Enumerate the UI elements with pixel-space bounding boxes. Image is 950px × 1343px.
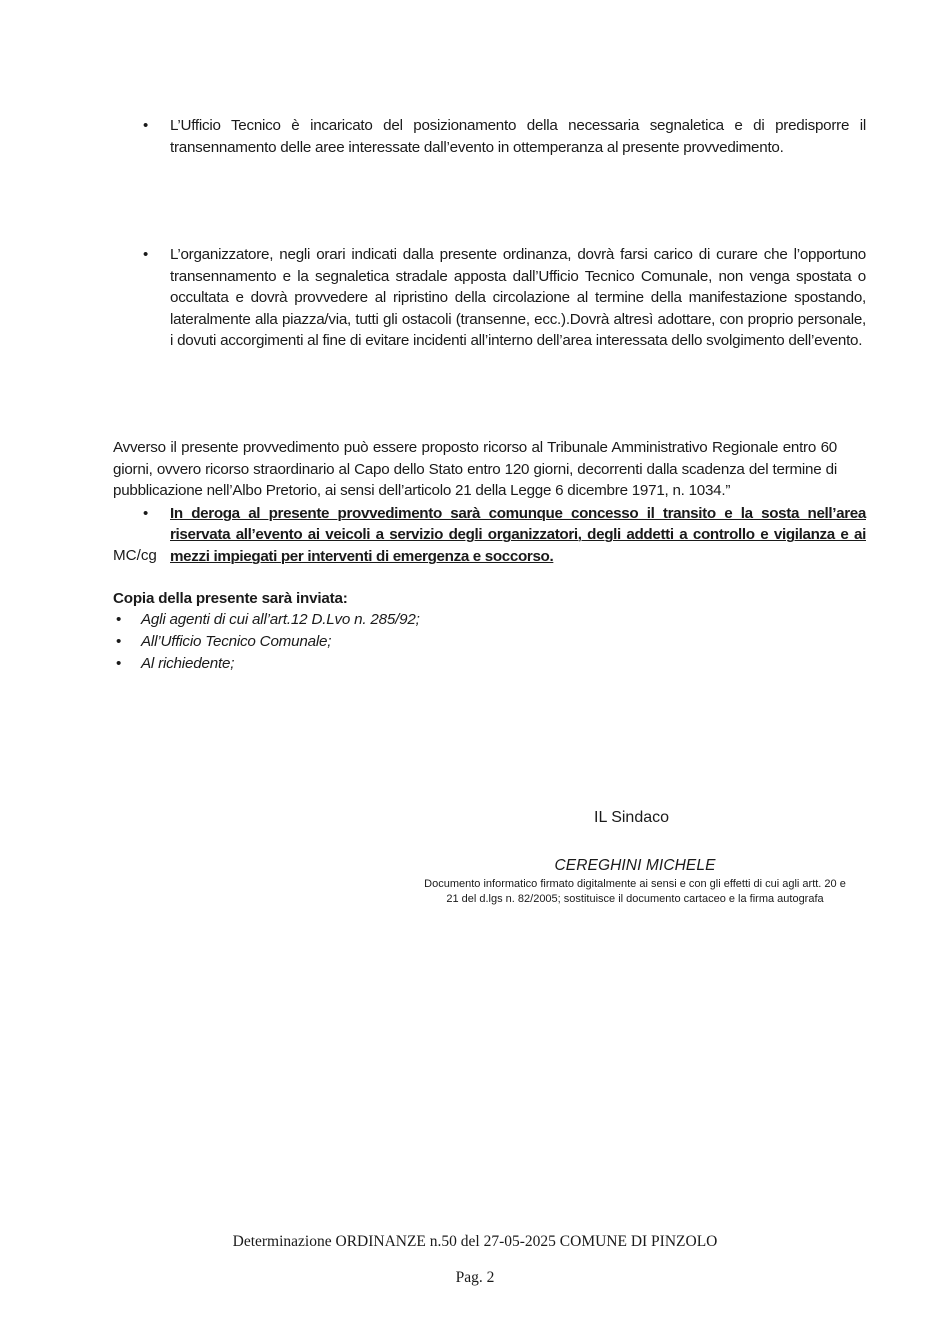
signer-title: IL Sindaco	[594, 809, 670, 826]
bullet-icon: •	[116, 655, 122, 672]
bullet-text-bold-underlined: In deroga al presente provvedimento sarà comunque concesso il transito e la sosta nell’area riservata all’evento ai veicoli a servizio degli organizzatori, degli addetti a controllo e vigilanza e ai mezzi impiegati per interventi di emergenza e soccorso.	[170, 504, 866, 565]
bullet-icon: •	[116, 633, 122, 650]
recipient-item	[113, 653, 420, 675]
copy-recipients-list	[113, 609, 420, 675]
bullet-text: L’organizzatore, negli orari indicati dalla presente ordinanza, dovrà farsi carico di curare che l’opportuno transennamento e la segnaletica stradale apposta dall’Ufficio Tecnico Comunale, non venga spostata o occultata e dovrà provvedere al ripristino della circolazione al termine della manifestazione spostando, lateralmente alla piazza/via, tutti gli ostacoli (transenne, ecc.).Dovrà altresì adottare, con proprio personale, i dovuti accorgimenti al fine di evitare incidenti all’interno dell’area interessata dello svolgimento dell’evento.	[170, 246, 866, 349]
recipient-item	[113, 609, 420, 631]
signer-name: CEREGHINI MICHELE	[554, 857, 716, 874]
bullet-item-technical-office	[113, 115, 866, 158]
recipient-text: All’Ufficio Tecnico Comunale;	[141, 633, 332, 650]
bullet-item-organizer	[113, 244, 866, 352]
bullet-text: L’Ufficio Tecnico è incaricato del posizionamento della necessaria segnaletica e di predisporre il transennamento delle aree interessate dall’evento in ottemperanza al presente provvedimento.	[170, 117, 866, 156]
bullet-icon: •	[116, 611, 122, 628]
author-initials: MC/cg	[113, 547, 157, 564]
recipient-text: Al richiedente;	[141, 655, 235, 672]
recipient-text: Agli agenti di cui all’art.12 D.Lvo n. 285/92;	[141, 611, 420, 628]
digital-signature-note: Documento informatico firmato digitalmente ai sensi e con gli effetti di cui agli artt. 20 e 21 del d.lgs n. 82/2005; sostituisce il documento cartaceo e la firma autografa	[424, 878, 846, 905]
recipient-item	[113, 631, 420, 653]
appeal-paragraph: Avverso il presente provvedimento può essere proposto ricorso al Tribunale Amministrativo Regionale entro 60 giorni, ovvero ricorso straordinario al Capo dello Stato entro 120 giorni, decorrenti dalla scadenza del termine di pubblicazione nell’Albo Pretorio, ai sensi dell’articolo 21 della Legge 6 dicembre 1971, n. 1034.”	[113, 439, 837, 499]
page-number: Pag. 2	[455, 1269, 495, 1286]
footer-reference: Determinazione ORDINANZE n.50 del 27-05-2025 COMUNE DI PINZOLO	[232, 1233, 718, 1250]
bullet-icon: •	[143, 504, 149, 522]
bullet-icon: •	[143, 117, 149, 134]
bullet-icon: •	[143, 246, 149, 263]
bullet-item-exemption	[113, 503, 866, 568]
copy-distribution-title: Copia della presente sarà inviata:	[113, 590, 348, 607]
